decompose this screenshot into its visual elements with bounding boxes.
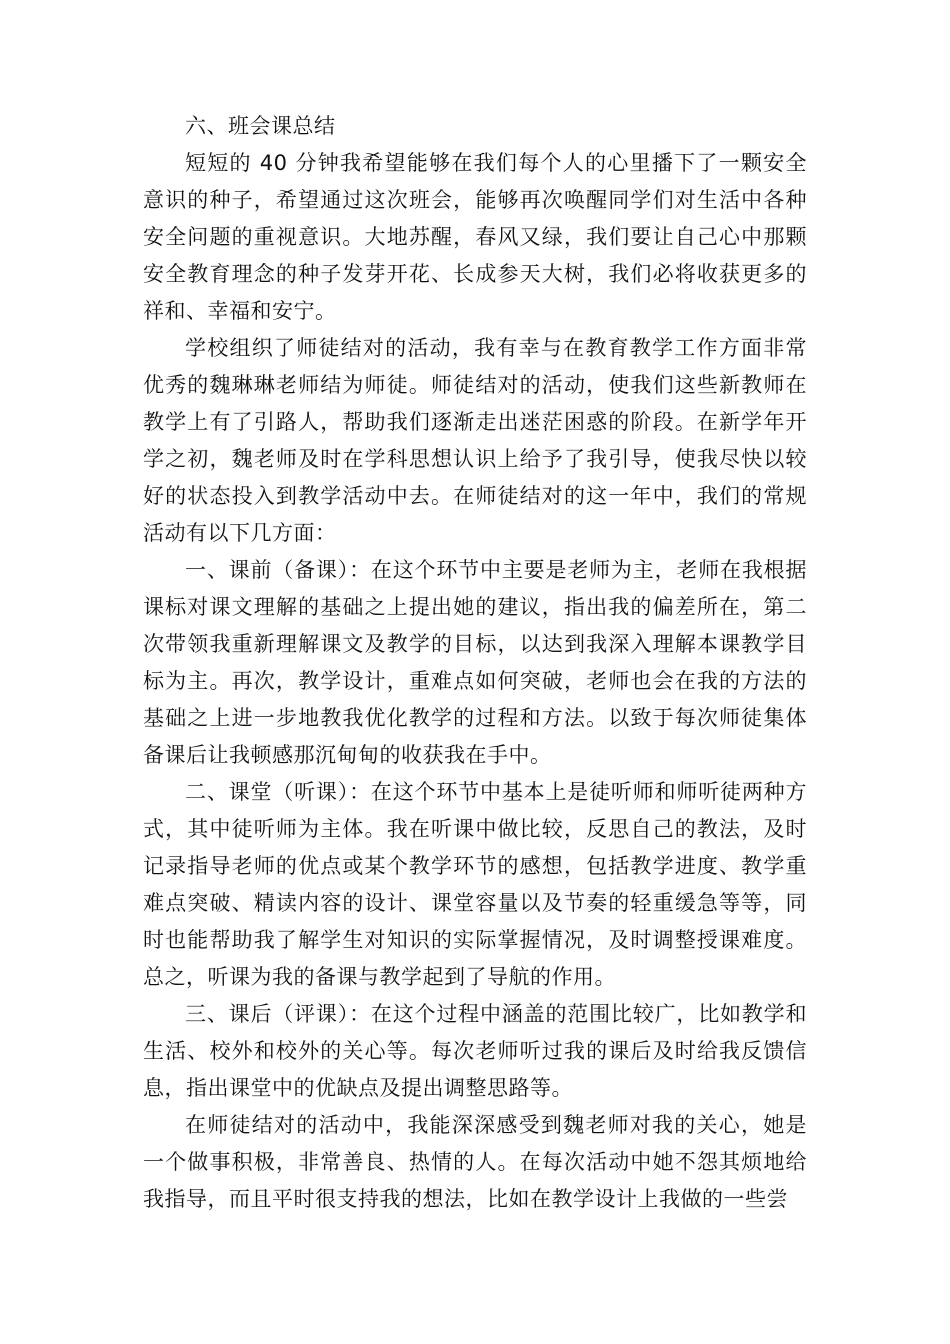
paragraph-mentor-care: 在师徒结对的活动中，我能深深感受到魏老师对我的关心，她是一个做事积极，非常善良、热情的人。在每次活动中她不怨其烦地给我指导，而且平时很支持我的想法，比如在教学设计上我做的一些尝 — [143, 1113, 807, 1211]
paragraph-mentor-pairing: 学校组织了师徒结对的活动，我有幸与在教育教学工作方面非常优秀的魏琳琳老师结为师徒。师徒结对的活动，使我们这些新教师在教学上有了引路人，帮助我们逐渐走出迷茫困惑的阶段。在新学年开学之初，魏老师及时在学科思想认识上给予了我引导，使我尽快以较好的状态投入到教学活动中去。在师徒结对的这一年中，我们的常规活动有以下几方面： — [143, 336, 807, 545]
paragraph-class-meeting-summary: 短短的 40 分钟我希望能够在我们每个人的心里播下了一颗安全意识的种子，希望通过这次班会，能够再次唤醒同学们对生活中各种安全问题的重视意识。大地苏醒，春风又绿，我们要让自己心中那颗安全教育理念的种子发芽开花、长成参天大树，我们必将收获更多的祥和、幸福和安宁。 — [143, 151, 807, 323]
document-page — [143, 108, 807, 1218]
paragraph-after-class: 三、课后（评课）：在这个过程中涵盖的范围比较广，比如教学和生活、校外和校外的关心等。每次老师听过我的课后及时给我反馈信息，指出课堂中的优缺点及提出调整思路等。 — [143, 1002, 807, 1100]
section-heading: 六、班会课总结 — [185, 114, 336, 138]
paragraph-in-class: 二、课堂（听课）：在这个环节中基本上是徒听师和师听徒两种方式，其中徒听师为主体。我在听课中做比较，反思自己的教法，及时记录指导老师的优点或某个教学环节的感想，包括教学进度、教学重难点突破、精读内容的设计、课堂容量以及节奏的轻重缓急等等，同时也能帮助我了解学生对知识的实际掌握情况，及时调整授课难度。总之，听课为我的备课与教学起到了导航的作用。 — [143, 780, 807, 989]
paragraph-before-class: 一、课前（备课）：在这个环节中主要是老师为主，老师在我根据课标对课文理解的基础之上提出她的建议，指出我的偏差所在，第二次带领我重新理解课文及教学的目标，以达到我深入理解本课教学目标为主。再次，教学设计，重难点如何突破，老师也会在我的方法的基础之上进一步地教我优化教学的过程和方法。以致于每次师徒集体备课后让我顿感那沉甸甸的收获我在手中。 — [143, 558, 807, 767]
